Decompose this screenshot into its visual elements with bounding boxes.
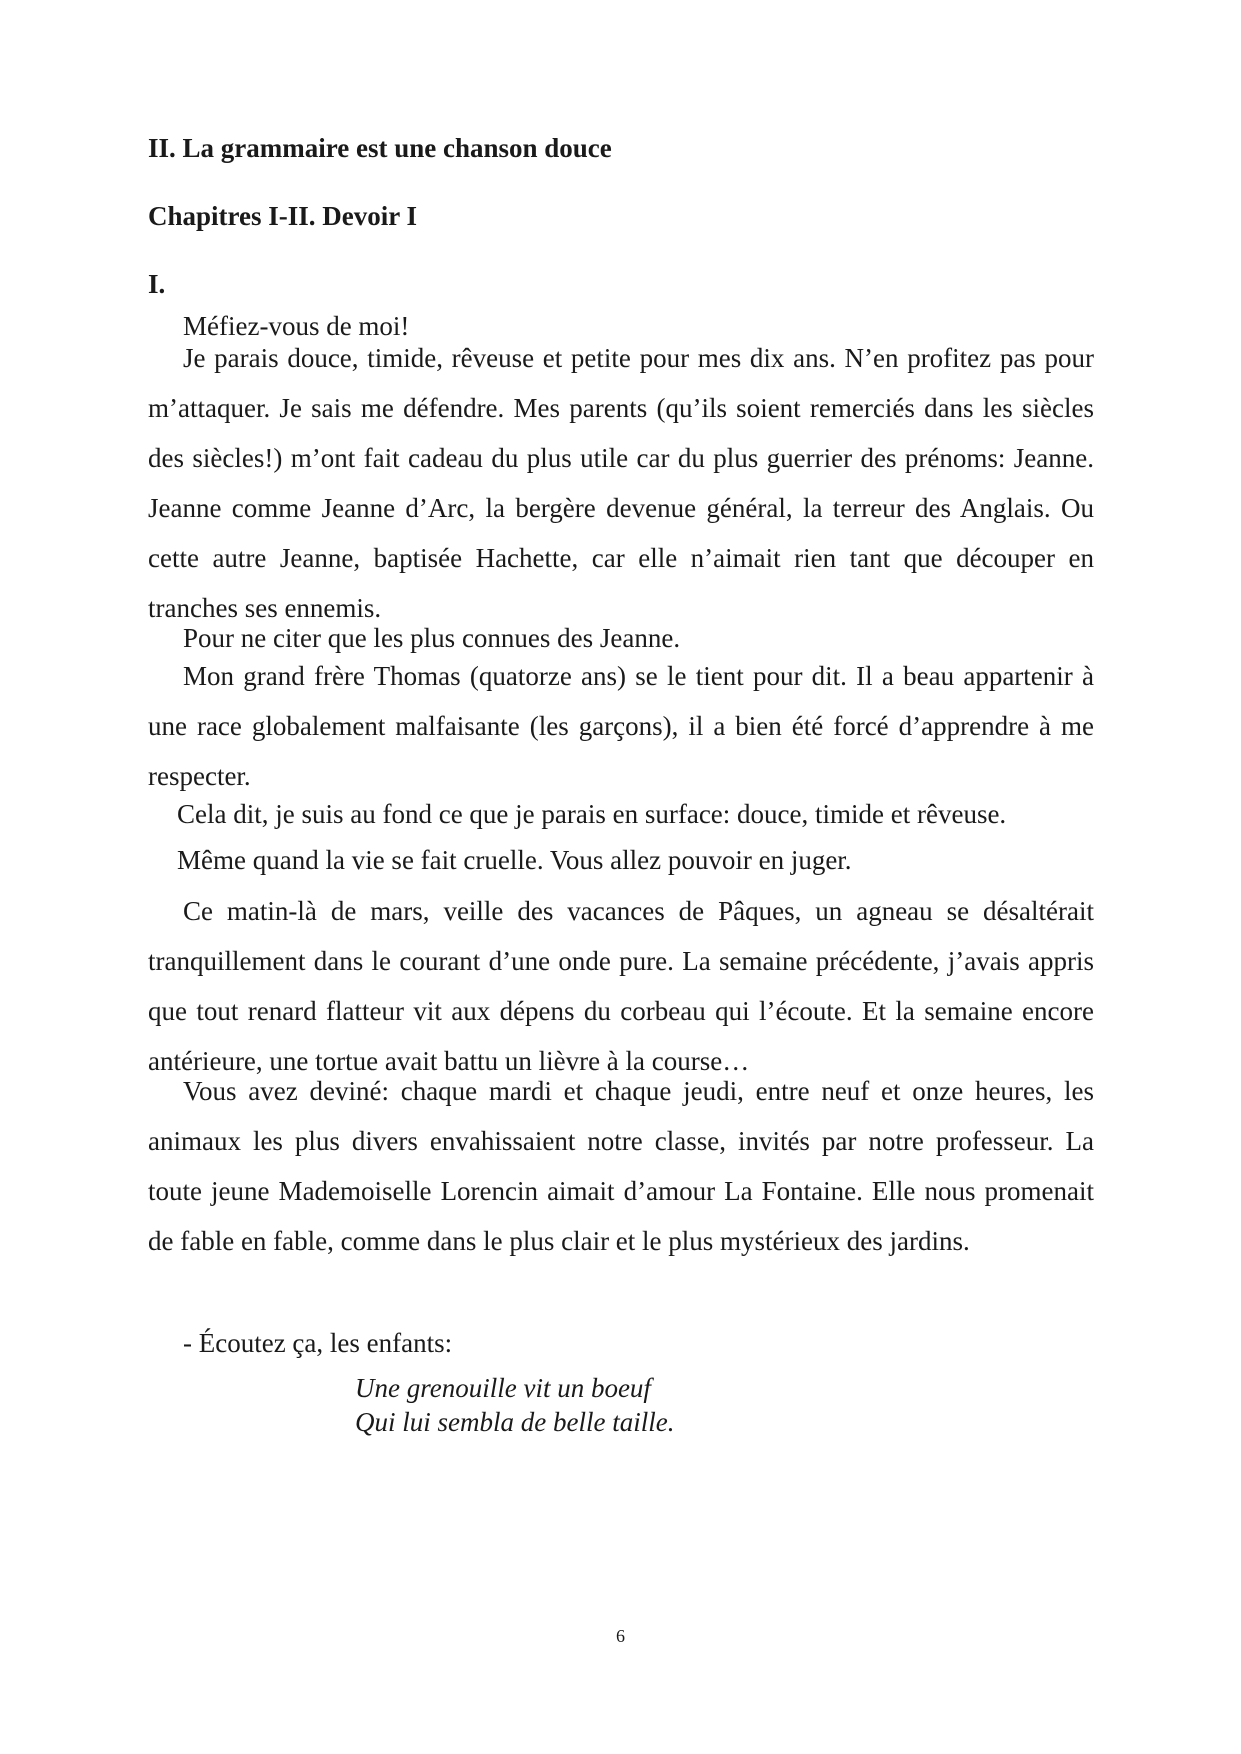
page-number: 6 (616, 1626, 625, 1646)
section-label: I. (148, 269, 166, 299)
poem-line: Qui lui sembla de belle taille. (355, 1407, 675, 1437)
paragraph-warning: Méfiez-vous de moi! (183, 311, 410, 341)
chapter-title: Chapitres I-II. Devoir I (148, 201, 418, 231)
paragraph-jeanne: Pour ne citer que les plus connues des Jeanne. (183, 623, 681, 653)
poem-line: Une grenouille vit un boeuf (355, 1373, 651, 1403)
paragraph-cela-dit: Cela dit, je suis au fond ce que je parais en surface: douce, timide et rêveuse. (177, 799, 1007, 829)
paragraph-thomas: Mon grand frère Thomas (quatorze ans) se le tient pour dit. Il a beau appartenir à une race globalement malfaisante (les garçons), il a bien été forcé d’apprendre à me respecter. (148, 661, 1094, 791)
part-title: II. La grammaire est une chanson douce (148, 133, 612, 163)
paragraph-intro: Je parais douce, timide, rêveuse et petite pour mes dix ans. N’en profitez pas pour m’attaquer. Je sais me défendre. Mes parents (qu’ils soient remerciés dans les siècles des siècles!) m’ont fait cadeau du plus utile car du plus guerrier des prénoms: Jeanne. Jeanne comme Jeanne d’Arc, la bergère devenue général, la terreur des Anglais. Ou cette autre Jeanne, baptisée Hachette, car elle n’aimait rien tant que découper en tranches ses ennemis. (148, 343, 1094, 623)
poem-quote (355, 1371, 674, 1439)
paragraph-ce-matin: Ce matin-là de mars, veille des vacances de Pâques, un agneau se désaltérait tranquillement dans le courant d’une onde pure. La semaine précédente, j’avais appris que tout renard flatteur vit aux dépens du corbeau qui l’écoute. Et la semaine encore antérieure, une tortue avait battu un lièvre à la course… (148, 896, 1094, 1076)
paragraph-vous-avez: Vous avez deviné: chaque mardi et chaque jeudi, entre neuf et onze heures, les animaux les plus divers envahissaient notre classe, invités par notre professeur. La toute jeune Mademoiselle Lorencin aimait d’amour La Fontaine. Elle nous promenait de fable en fable, comme dans le plus clair et le plus mystérieux des jardins. (148, 1076, 1094, 1256)
paragraph-meme-quand: Même quand la vie se fait cruelle. Vous allez pouvoir en juger. (177, 845, 852, 875)
paragraph-ecoutez: - Écoutez ça, les enfants: (183, 1328, 453, 1358)
